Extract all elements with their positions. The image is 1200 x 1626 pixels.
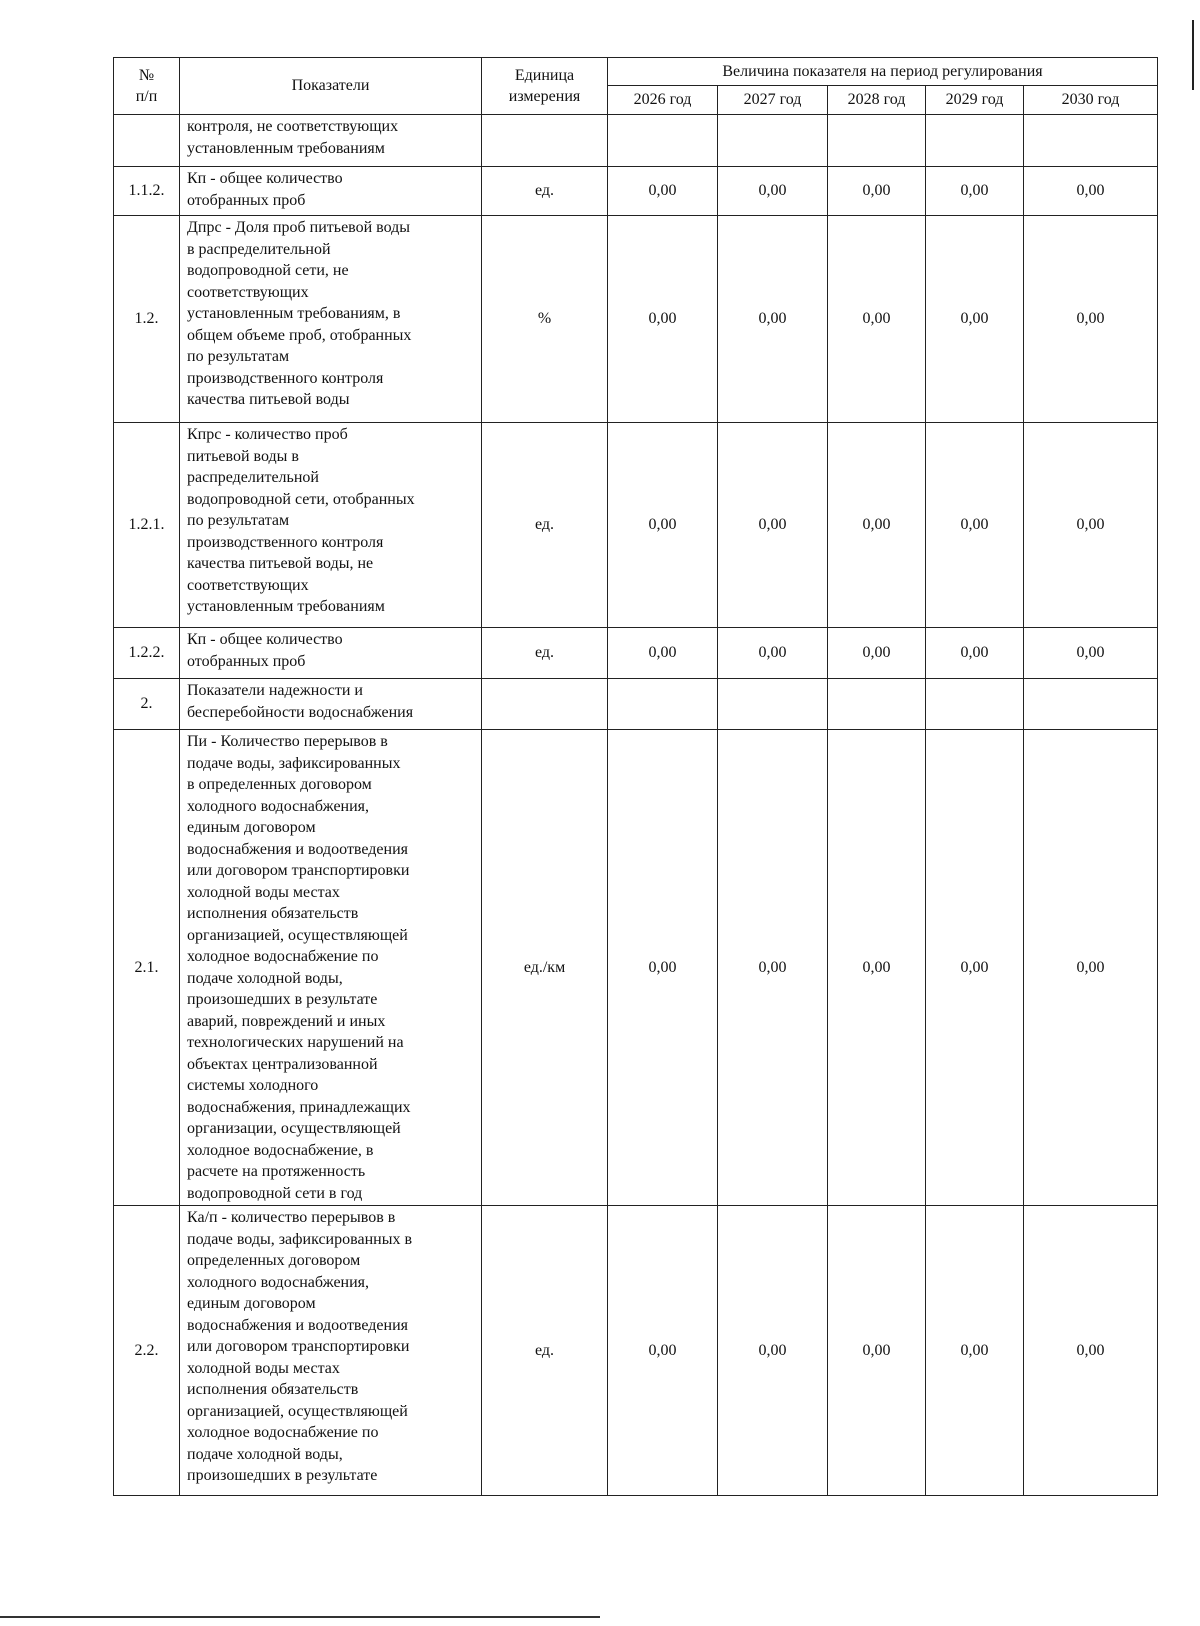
value-cell: 0,00 xyxy=(608,628,718,679)
value-cell: 0,00 xyxy=(718,1206,828,1496)
indicator-text: контроля, не соответствующих установленным требованиям xyxy=(180,115,482,167)
value-cell xyxy=(828,115,926,167)
indicator-text: Пи - Количество перерывов в подаче воды, зафиксированных в определенных договором холодного водоснабжения, единым договором водоснабжения и водоотведения или договором транспортировки холодной воды местах исполнения обязательств организацией, осуществляющей холодное водоснабжение по подаче холодной воды, произошедших в результате аварий, повреждений и иных технологических нарушений на объектах централизованной системы холодного водоснабжения, принадлежащих организации, осуществляющей холодное водоснабжение, в расчете на протяженность водопроводной сети в год xyxy=(180,730,482,1206)
value-cell: 0,00 xyxy=(1024,216,1158,423)
value-cell: 0,00 xyxy=(926,730,1024,1206)
unit-cell xyxy=(482,679,608,730)
unit-cell: ед. xyxy=(482,1206,608,1496)
row-number: 1.2.1. xyxy=(114,423,180,628)
value-cell: 0,00 xyxy=(608,167,718,216)
header-year-2029: 2029 год xyxy=(926,86,1024,115)
indicator-text: Кп - общее количество отобранных проб xyxy=(180,167,482,216)
value-cell xyxy=(718,679,828,730)
header-year-2030: 2030 год xyxy=(1024,86,1158,115)
value-cell xyxy=(926,679,1024,730)
unit-cell xyxy=(482,115,608,167)
indicator-text: Дпрс - Доля проб питьевой воды в распределительной водопроводной сети, не соответствующих установленным требованиям, в общем объеме проб, отобранных по результатам производственного контроля качества питьевой воды xyxy=(180,216,482,423)
header-year-2028: 2028 год xyxy=(828,86,926,115)
page-bottom-rule xyxy=(0,1616,600,1618)
table-row xyxy=(114,423,1158,628)
value-cell: 0,00 xyxy=(828,730,926,1206)
header-indicator: Показатели xyxy=(180,58,482,115)
value-cell: 0,00 xyxy=(1024,1206,1158,1496)
header-period: Величина показателя на период регулирования xyxy=(608,58,1158,86)
value-cell: 0,00 xyxy=(828,423,926,628)
value-cell: 0,00 xyxy=(718,167,828,216)
value-cell: 0,00 xyxy=(1024,167,1158,216)
value-cell: 0,00 xyxy=(828,628,926,679)
unit-cell: ед. xyxy=(482,423,608,628)
table-row xyxy=(114,679,1158,730)
indicator-text: Кпрс - количество проб питьевой воды в распределительной водопроводной сети, отобранных по результатам производственного контроля качества питьевой воды, не соответствующих установленным требованиям xyxy=(180,423,482,628)
indicator-text: Кп - общее количество отобранных проб xyxy=(180,628,482,679)
row-number xyxy=(114,115,180,167)
value-cell: 0,00 xyxy=(718,628,828,679)
table-row xyxy=(114,216,1158,423)
value-cell: 0,00 xyxy=(718,423,828,628)
header-year-2026: 2026 год xyxy=(608,86,718,115)
value-cell: 0,00 xyxy=(926,423,1024,628)
table-row xyxy=(114,167,1158,216)
value-cell xyxy=(1024,679,1158,730)
value-cell xyxy=(1024,115,1158,167)
unit-cell: ед. xyxy=(482,167,608,216)
value-cell: 0,00 xyxy=(1024,628,1158,679)
value-cell xyxy=(608,115,718,167)
value-cell: 0,00 xyxy=(718,216,828,423)
value-cell xyxy=(608,679,718,730)
page-edge-mark xyxy=(1192,20,1194,90)
unit-cell: % xyxy=(482,216,608,423)
value-cell: 0,00 xyxy=(608,216,718,423)
value-cell: 0,00 xyxy=(926,167,1024,216)
value-cell: 0,00 xyxy=(1024,730,1158,1206)
header-no: № п/п xyxy=(114,58,180,115)
value-cell: 0,00 xyxy=(608,1206,718,1496)
unit-cell: ед./км xyxy=(482,730,608,1206)
value-cell: 0,00 xyxy=(1024,423,1158,628)
row-number: 2.2. xyxy=(114,1206,180,1496)
row-number: 1.1.2. xyxy=(114,167,180,216)
row-number: 2. xyxy=(114,679,180,730)
value-cell: 0,00 xyxy=(926,1206,1024,1496)
row-number: 1.2. xyxy=(114,216,180,423)
value-cell: 0,00 xyxy=(926,216,1024,423)
value-cell: 0,00 xyxy=(828,216,926,423)
value-cell: 0,00 xyxy=(828,167,926,216)
table-row xyxy=(114,1206,1158,1496)
table-row xyxy=(114,115,1158,167)
table-row xyxy=(114,730,1158,1206)
indicator-text: Ка/п - количество перерывов в подаче воды, зафиксированных в определенных договором холодного водоснабжения, единым договором водоснабжения и водоотведения или договором транспортировки холодной воды местах исполнения обязательств организацией, осуществляющей холодное водоснабжение по подаче холодной воды, произошедших в результате xyxy=(180,1206,482,1496)
value-cell: 0,00 xyxy=(828,1206,926,1496)
row-number: 1.2.2. xyxy=(114,628,180,679)
table-row xyxy=(114,628,1158,679)
unit-cell: ед. xyxy=(482,628,608,679)
value-cell xyxy=(828,679,926,730)
value-cell: 0,00 xyxy=(608,730,718,1206)
indicators-table xyxy=(113,57,1158,1496)
header-unit: Единица измерения xyxy=(482,58,608,115)
value-cell: 0,00 xyxy=(608,423,718,628)
indicator-text: Показатели надежности и бесперебойности водоснабжения xyxy=(180,679,482,730)
value-cell: 0,00 xyxy=(926,628,1024,679)
row-number: 2.1. xyxy=(114,730,180,1206)
value-cell xyxy=(926,115,1024,167)
value-cell: 0,00 xyxy=(718,730,828,1206)
value-cell xyxy=(718,115,828,167)
header-year-2027: 2027 год xyxy=(718,86,828,115)
